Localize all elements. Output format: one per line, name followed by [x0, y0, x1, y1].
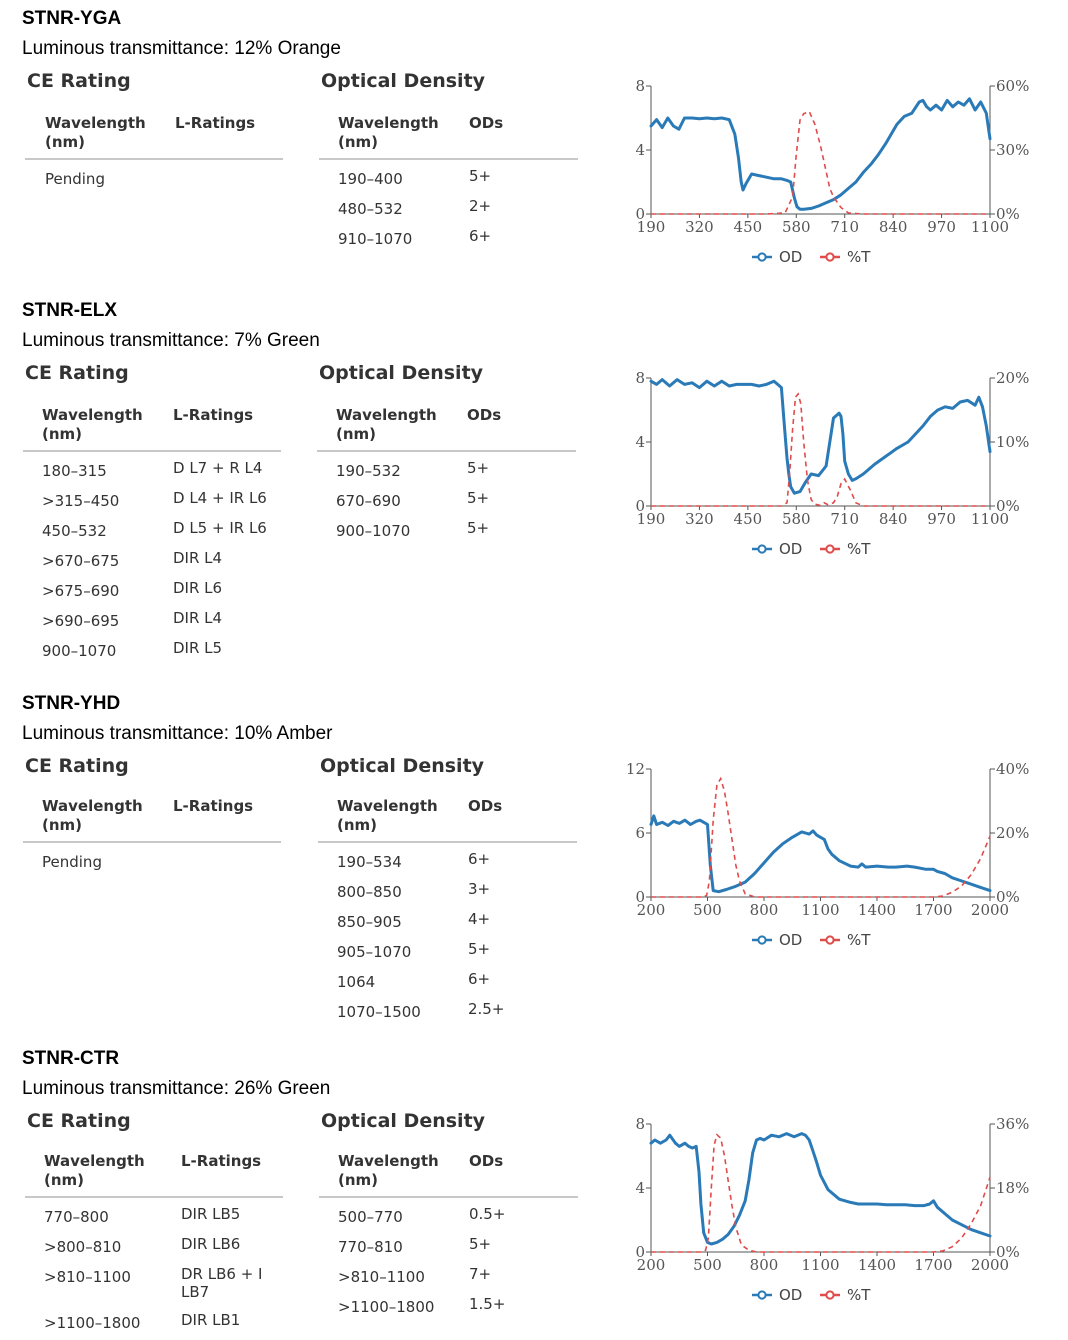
col-header-wavelength: Wavelength (nm): [336, 406, 437, 443]
x-tick-label: 2000: [970, 1256, 1010, 1274]
y-left-tick-label: 8: [635, 1115, 645, 1133]
table-cell: Pending: [42, 853, 102, 871]
header-divider: [23, 450, 281, 452]
ce-rating-table: [23, 795, 281, 875]
table-cell: 770–810: [338, 1238, 403, 1256]
x-tick-label: 840: [878, 510, 908, 528]
x-tick-label: 1700: [914, 901, 953, 919]
table-cell: 480–532: [338, 200, 403, 218]
y-right-tick-label: 30%: [996, 141, 1030, 159]
table-cell: >670–675: [42, 552, 120, 570]
table-cell: 1070–1500: [337, 1003, 421, 1021]
x-tick-label: 840: [878, 218, 908, 236]
table-cell: 770–800: [44, 1208, 109, 1226]
x-tick-label: 200: [636, 1256, 666, 1274]
y-left-tick-label: 0: [635, 205, 645, 223]
optical-density-table: [318, 795, 577, 1025]
ce-rating-title: CE Rating: [25, 755, 129, 777]
chart-svg: [600, 1106, 1060, 1311]
y-right-tick-label: 0%: [996, 497, 1020, 515]
table-cell: 1.5+: [469, 1295, 506, 1313]
spectral-chart: [600, 360, 1060, 565]
legend-t-label: %T: [847, 540, 871, 558]
table-cell: 5+: [468, 940, 491, 958]
table-cell: 2.5+: [468, 1000, 505, 1018]
table-cell: 900–1070: [336, 522, 411, 540]
od-series-line: [651, 1134, 990, 1244]
product-block: [0, 300, 1068, 668]
spectral-chart: [600, 751, 1060, 956]
x-tick-label: 800: [749, 1256, 779, 1274]
luminous-transmittance: Luminous transmittance: 10% Amber: [22, 723, 333, 744]
table-cell: 2+: [469, 197, 492, 215]
chart-svg: [600, 68, 1060, 273]
col-header-wavelength: Wavelength (nm): [44, 1152, 145, 1189]
y-left-tick-label: 6: [635, 824, 645, 842]
od-series-line: [651, 816, 990, 892]
table-cell: 190–534: [337, 853, 402, 871]
table-cell: >810–1100: [44, 1268, 131, 1286]
luminous-transmittance: Luminous transmittance: 26% Green: [22, 1078, 331, 1099]
x-tick-label: 200: [636, 901, 666, 919]
col-header-wavelength: Wavelength (nm): [338, 1152, 439, 1189]
col-header-wavelength: Wavelength (nm): [338, 114, 439, 151]
x-tick-label: 970: [927, 510, 956, 528]
table-cell: >810–1100: [338, 1268, 425, 1286]
y-left-tick-label: 4: [635, 1179, 645, 1197]
table-cell: >1100–1800: [44, 1314, 141, 1332]
table-cell: 6+: [468, 850, 491, 868]
legend-t-marker: [826, 936, 833, 943]
y-right-tick-label: 20%: [996, 824, 1030, 842]
table-cell: DIR L5: [173, 639, 223, 657]
table-cell: 6+: [469, 227, 492, 245]
x-tick-label: 320: [685, 510, 714, 528]
ce-rating-title: CE Rating: [27, 1110, 131, 1132]
legend-od-label: OD: [779, 540, 803, 558]
table-cell: DIR L4: [173, 549, 223, 567]
x-tick-label: 1400: [857, 901, 897, 919]
legend-od-label: OD: [779, 931, 803, 949]
col-header-ods: ODs: [468, 797, 503, 815]
table-cell: 5+: [467, 519, 490, 537]
spectral-chart: [600, 1106, 1060, 1311]
y-left-tick-label: 0: [635, 888, 645, 906]
col-header-ods: ODs: [469, 114, 504, 132]
y-right-tick-label: 40%: [996, 760, 1030, 778]
header-divider: [23, 841, 281, 843]
x-tick-label: 1100: [801, 901, 840, 919]
legend-t-label: %T: [847, 1286, 871, 1304]
luminous-transmittance: Luminous transmittance: 7% Green: [22, 330, 320, 351]
table-cell: 6+: [468, 970, 491, 988]
table-cell: 5+: [469, 1235, 492, 1253]
table-cell: DIR LB1: [181, 1311, 241, 1329]
col-header-l-ratings: L-Ratings: [173, 406, 254, 424]
x-tick-label: 580: [781, 510, 811, 528]
table-cell: 190–532: [336, 462, 401, 480]
transmittance-series-line: [651, 1135, 990, 1252]
legend-t-label: %T: [847, 248, 871, 266]
x-tick-label: 1100: [801, 1256, 840, 1274]
y-right-tick-label: 36%: [996, 1115, 1030, 1133]
legend-t-label: %T: [847, 931, 871, 949]
table-cell: D L4 + IR L6: [173, 489, 267, 507]
table-cell: >315–450: [42, 492, 120, 510]
table-cell: 450–532: [42, 522, 107, 540]
ce-rating-title: CE Rating: [25, 362, 129, 384]
x-tick-label: 970: [927, 218, 956, 236]
y-right-tick-label: 0%: [996, 205, 1020, 223]
x-tick-label: 450: [733, 218, 763, 236]
y-left-tick-label: 4: [635, 433, 645, 451]
table-cell: 7+: [469, 1265, 492, 1283]
x-tick-label: 190: [636, 510, 666, 528]
table-cell: 5+: [467, 489, 490, 507]
table-cell: 670–690: [336, 492, 401, 510]
product-block: [0, 1048, 1068, 1340]
col-header-wavelength: Wavelength (nm): [45, 114, 146, 151]
header-divider: [25, 1196, 283, 1198]
optical-density-table: [317, 404, 576, 544]
product-name: STNR-CTR: [22, 1048, 120, 1069]
x-tick-label: 1700: [914, 1256, 953, 1274]
luminous-transmittance: Luminous transmittance: 12% Orange: [22, 38, 341, 59]
header-divider: [317, 450, 576, 452]
y-left-tick-label: 0: [635, 497, 645, 515]
col-header-wavelength: Wavelength (nm): [42, 406, 143, 443]
ce-rating-title: CE Rating: [27, 70, 131, 92]
col-header-l-ratings: L-Ratings: [181, 1152, 262, 1170]
legend-od-marker: [758, 253, 765, 260]
table-cell: >675–690: [42, 582, 120, 600]
optical-density-title: Optical Density: [321, 70, 486, 92]
product-name: STNR-YGA: [22, 8, 122, 29]
legend-od-label: OD: [779, 248, 803, 266]
table-cell: 800–850: [337, 883, 402, 901]
legend-od-label: OD: [779, 1286, 803, 1304]
ce-rating-table: [25, 1150, 283, 1340]
x-tick-label: 800: [749, 901, 779, 919]
table-cell: 905–1070: [337, 943, 412, 961]
chart-svg: [600, 751, 1060, 956]
legend-t-marker: [826, 1291, 833, 1298]
header-divider: [319, 158, 578, 160]
y-left-tick-label: 0: [635, 1243, 645, 1261]
y-right-tick-label: 0%: [996, 1243, 1020, 1261]
x-tick-label: 1100: [970, 510, 1010, 528]
y-left-tick-label: 8: [635, 77, 645, 95]
y-left-tick-label: 8: [635, 369, 645, 387]
x-tick-label: 500: [693, 1256, 722, 1274]
legend-od-marker: [758, 1291, 765, 1298]
y-left-tick-label: 12: [625, 760, 645, 778]
legend-t-marker: [826, 253, 833, 260]
optical-density-table: [319, 1150, 578, 1320]
product-block: [0, 693, 1068, 1023]
transmittance-series-line: [651, 112, 990, 214]
y-right-tick-label: 18%: [996, 1179, 1030, 1197]
spectral-chart: [600, 68, 1060, 273]
x-tick-label: 190: [636, 218, 666, 236]
optical-density-title: Optical Density: [320, 755, 485, 777]
legend-od-marker: [758, 545, 765, 552]
table-cell: D L5 + IR L6: [173, 519, 267, 537]
table-cell: 500–770: [338, 1208, 403, 1226]
table-cell: 1064: [337, 973, 376, 991]
optical-density-title: Optical Density: [321, 1110, 486, 1132]
optical-density-table: [319, 112, 578, 252]
legend-od-marker: [758, 936, 765, 943]
table-cell: DIR L6: [173, 579, 223, 597]
x-tick-label: 1400: [857, 1256, 897, 1274]
table-cell: 900–1070: [42, 642, 117, 660]
table-cell: 5+: [469, 167, 492, 185]
col-header-l-ratings: L-Ratings: [175, 114, 256, 132]
table-cell: DIR LB6: [181, 1235, 241, 1253]
table-cell: 850–905: [337, 913, 402, 931]
table-cell: DR LB6 + I LB7: [181, 1265, 263, 1301]
table-cell: >800–810: [44, 1238, 122, 1256]
product-block: [0, 8, 1068, 290]
x-tick-label: 500: [693, 901, 722, 919]
table-cell: 0.5+: [469, 1205, 506, 1223]
y-right-tick-label: 60%: [996, 77, 1030, 95]
x-tick-label: 710: [830, 218, 860, 236]
table-cell: 910–1070: [338, 230, 413, 248]
table-cell: D L7 + R L4: [173, 459, 263, 477]
chart-svg: [600, 360, 1060, 565]
product-name: STNR-ELX: [22, 300, 117, 321]
ce-rating-table: [23, 404, 281, 662]
table-cell: >1100–1800: [338, 1298, 435, 1316]
table-cell: >690–695: [42, 612, 120, 630]
col-header-ods: ODs: [469, 1152, 504, 1170]
y-right-tick-label: 10%: [996, 433, 1030, 451]
optical-density-title: Optical Density: [319, 362, 484, 384]
header-divider: [25, 158, 283, 160]
col-header-ods: ODs: [467, 406, 502, 424]
x-tick-label: 710: [830, 510, 860, 528]
table-cell: 190–400: [338, 170, 403, 188]
od-series-line: [651, 99, 990, 209]
col-header-l-ratings: L-Ratings: [173, 797, 254, 815]
x-tick-label: 1100: [970, 218, 1010, 236]
col-header-wavelength: Wavelength (nm): [337, 797, 438, 834]
table-cell: 5+: [467, 459, 490, 477]
table-cell: DIR L4: [173, 609, 223, 627]
table-cell: 4+: [468, 910, 491, 928]
x-tick-label: 2000: [970, 901, 1010, 919]
y-right-tick-label: 0%: [996, 888, 1020, 906]
header-divider: [319, 1196, 578, 1198]
header-divider: [318, 841, 577, 843]
y-right-tick-label: 20%: [996, 369, 1030, 387]
od-series-line: [651, 380, 990, 494]
ce-rating-table: [25, 112, 283, 192]
x-tick-label: 450: [733, 510, 763, 528]
product-name: STNR-YHD: [22, 693, 121, 714]
table-cell: 3+: [468, 880, 491, 898]
table-cell: 180–315: [42, 462, 107, 480]
x-tick-label: 320: [685, 218, 714, 236]
y-left-tick-label: 4: [635, 141, 645, 159]
table-cell: DIR LB5: [181, 1205, 241, 1223]
x-tick-label: 580: [781, 218, 811, 236]
col-header-wavelength: Wavelength (nm): [42, 797, 143, 834]
legend-t-marker: [826, 545, 833, 552]
table-cell: Pending: [45, 170, 105, 188]
